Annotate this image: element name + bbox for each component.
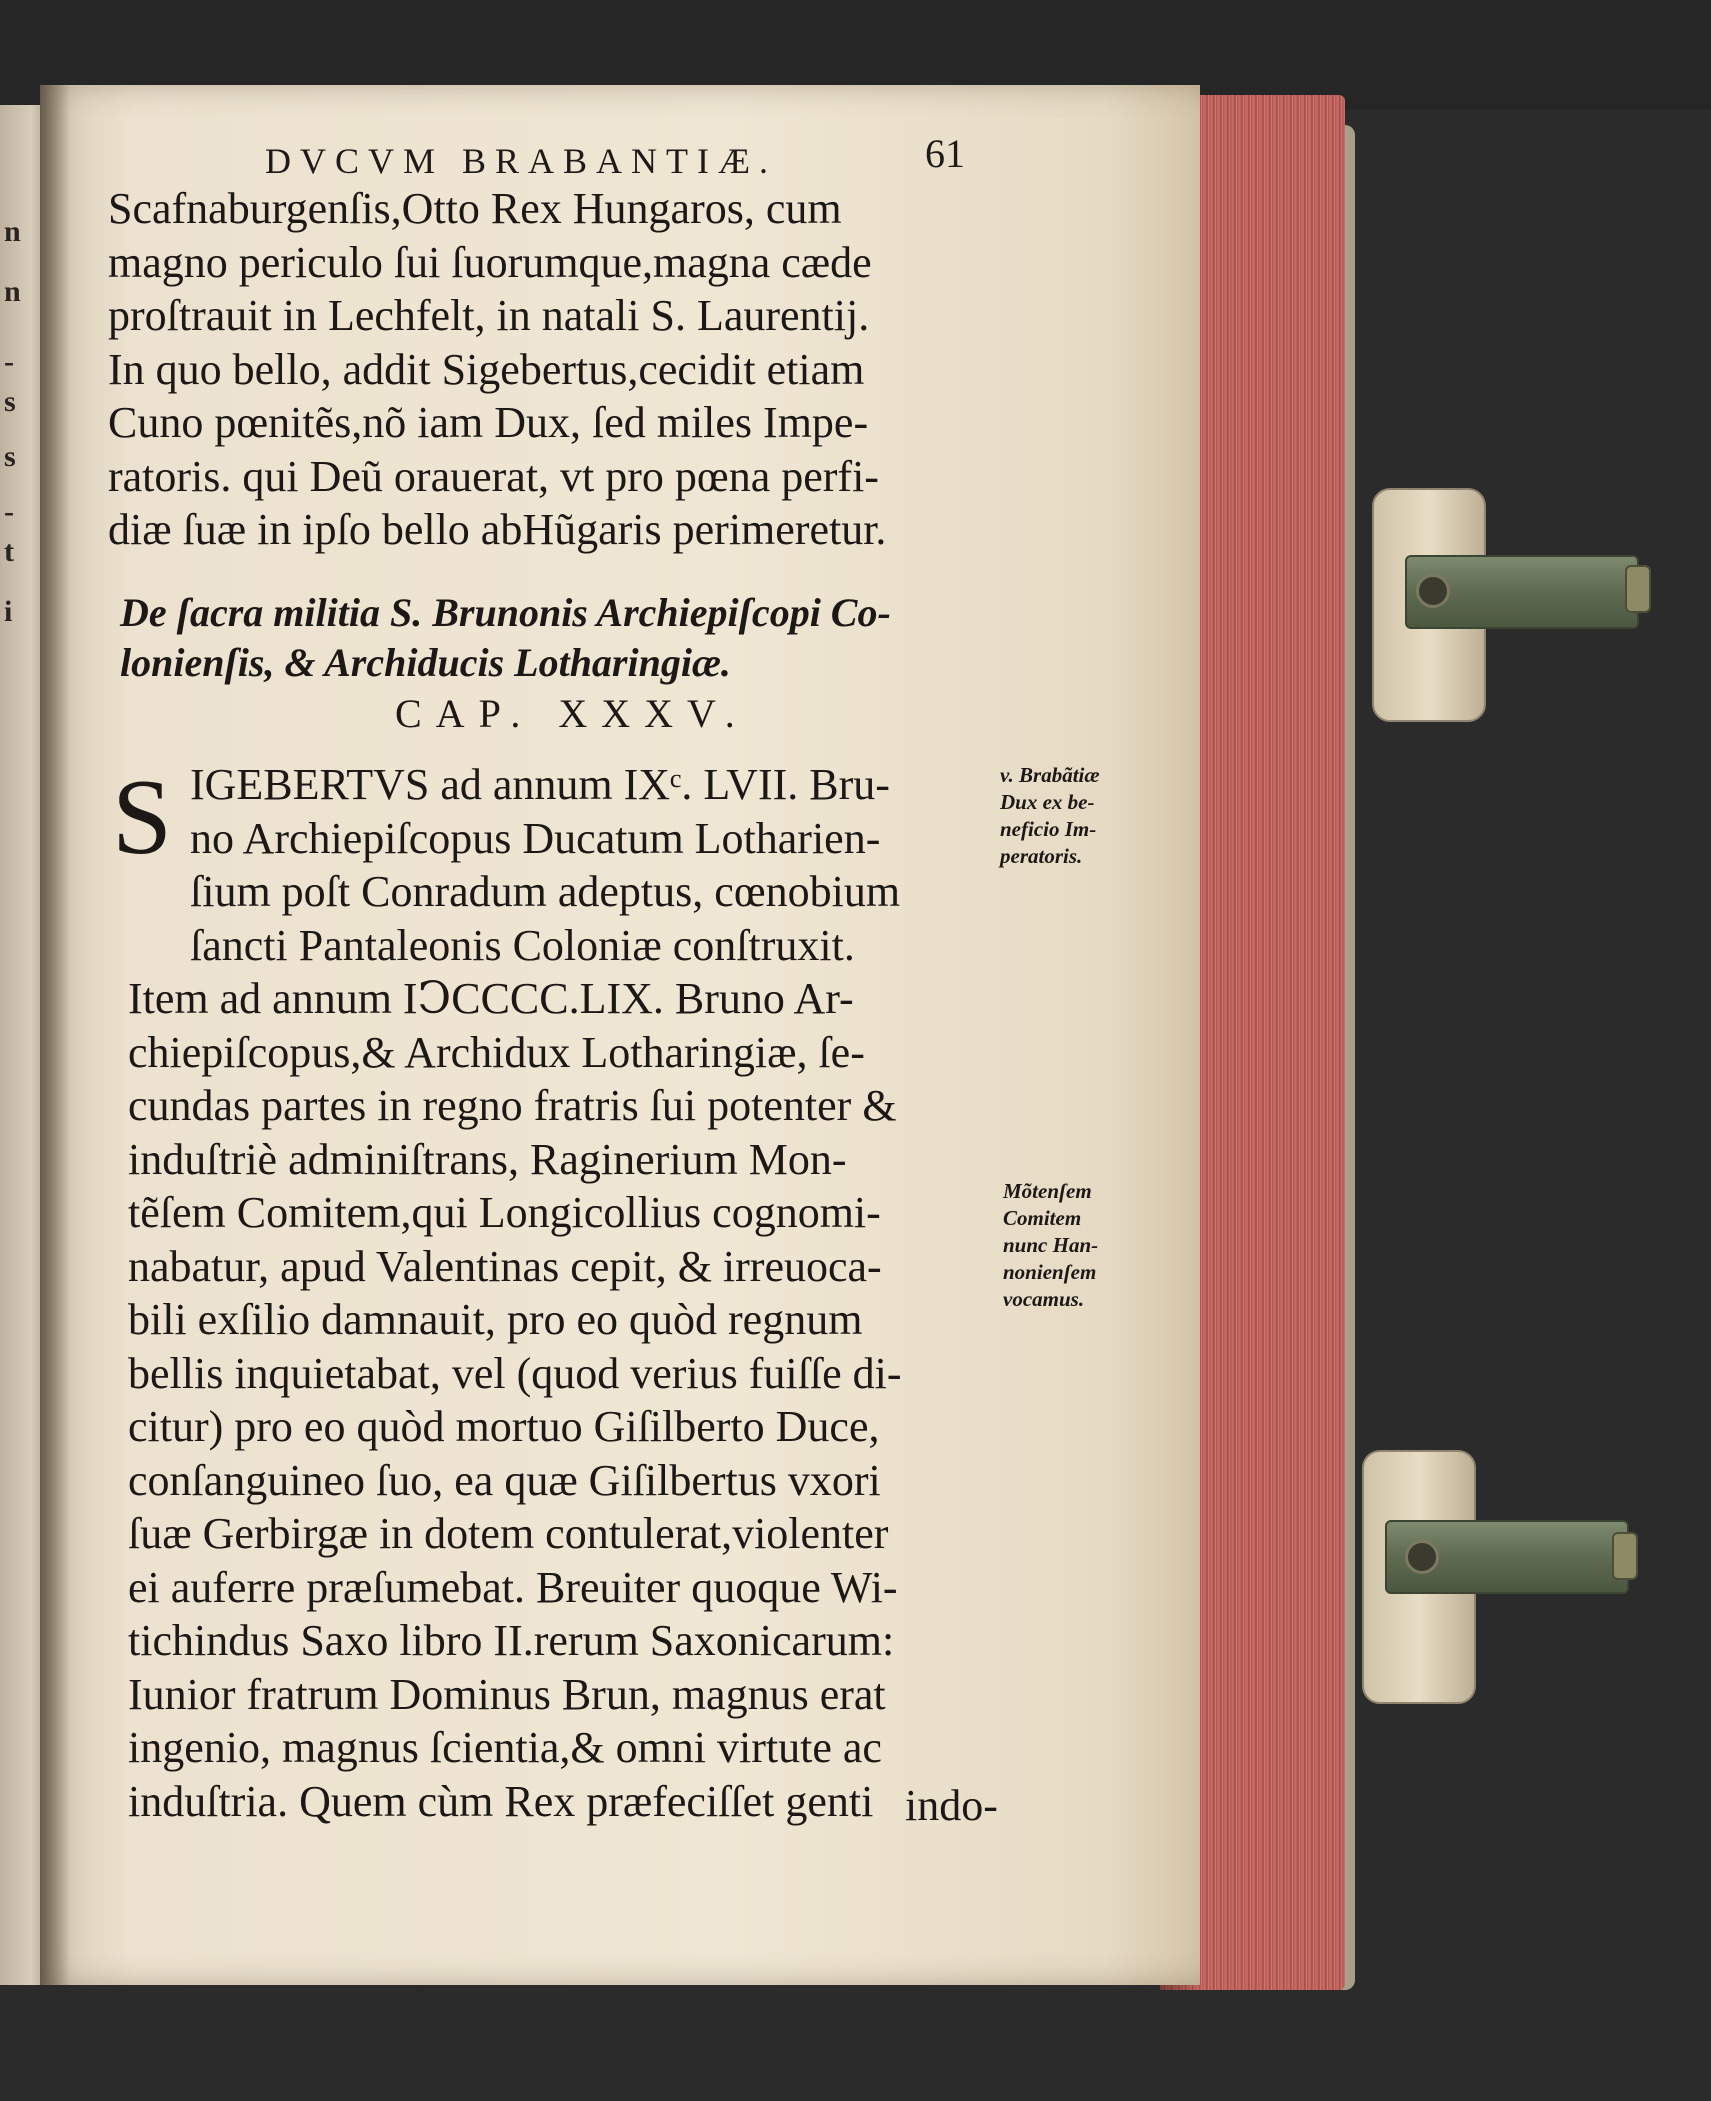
margin-note-line: Mõtenſem (1003, 1179, 1092, 1203)
margin-note-line: v. Brabãtiæ (1000, 763, 1100, 787)
text-line: Iunior fratrum Dominus Brun, magnus erat (128, 1669, 886, 1719)
facing-page-fragment: n (4, 275, 21, 308)
text-line: Item ad annum IↃCCCC.LIX. Bruno Ar- (128, 974, 854, 1023)
facing-page-fragment: i (4, 595, 13, 628)
text-line: chiepiſcopus,& Archidux Lotharingiæ, ſe- (128, 1027, 865, 1077)
text-line: ſuæ Gerbirgæ in dotem contulerat,violenter (128, 1509, 889, 1558)
page-number: 61 (925, 131, 965, 176)
text-line: magno periculo ſui ſuorumque,magna cæde (108, 237, 872, 287)
text-line: no Archiepiſcopus Ducatum Lotharien- (190, 813, 881, 863)
text-line: tẽſem Comitem,qui Longicollius cognomi- (128, 1188, 881, 1237)
text-line: bili exſilio damnauit, pro eo quòd regnum (128, 1295, 863, 1344)
text-line: citur) pro eo quòd mortuo Giſilberto Duce, (128, 1402, 880, 1451)
margin-note-line: nonienſem (1003, 1260, 1097, 1284)
text-line: Cuno pœnitẽs,nõ iam Dux, ſed miles Impe- (108, 398, 869, 447)
paragraph-2 (190, 758, 1010, 972)
text-line: diæ ſuæ in ipſo bello abHũgaris perimeretur. (108, 505, 887, 554)
margin-note-line: Comitem (1003, 1206, 1082, 1230)
paragraph-3 (128, 972, 1028, 1828)
section-title (120, 588, 1000, 688)
facing-page-fragment: - (4, 495, 14, 528)
text-line: ratoris. qui Deũ orauerat, vt pro pœna perfi- (108, 451, 879, 501)
text-line: In quo bello, addit Sigebertus,cecidit etiam (108, 344, 865, 394)
text-line: ei auferre præſumebat. Breuiter quoque Wi- (128, 1562, 898, 1612)
facing-page-fragment: s (4, 385, 16, 418)
text-line: induſtriè adminiſtrans, Raginerium Mon- (128, 1134, 847, 1184)
facing-page-fragment: n (4, 215, 21, 248)
margin-note-line: vocamus. (1003, 1287, 1085, 1311)
margin-note-2 (1003, 1178, 1163, 1313)
lower-clasp-hook (1612, 1532, 1638, 1580)
text-line: tichindus Saxo libro II.rerum Saxonicarum: (128, 1616, 895, 1665)
page-gutter (40, 85, 70, 1985)
margin-note-line: Dux ex be- (1000, 790, 1095, 814)
section-title-line: lonienſis, & Archiducis Lotharingiæ. (120, 640, 731, 685)
facing-page-fragment: s (4, 440, 16, 473)
text-line: ſium poſt Conradum adeptus, cœnobium (190, 867, 901, 916)
paragraph-1 (108, 182, 1008, 557)
margin-note-line: nunc Han- (1003, 1233, 1099, 1257)
lower-clasp-rivet (1405, 1540, 1439, 1574)
text-line: ingenio, magnus ſcientia,& omni virtute ac (128, 1723, 882, 1772)
facing-page-fragment: - (4, 345, 14, 378)
text-line: ſancti Pantaleonis Coloniæ conſtruxit. (190, 920, 855, 970)
margin-note-line: peratoris. (1000, 844, 1083, 868)
upper-clasp-rivet (1416, 574, 1450, 608)
text-line: Scafnaburgenſis,Otto Rex Hungaros, cum (108, 184, 842, 233)
text-line: induſtria. Quem cùm Rex præfeciſſet genti (128, 1776, 874, 1826)
margin-note-1 (1000, 762, 1160, 870)
catchword: indo- (905, 1781, 998, 1830)
upper-clasp-hook (1625, 565, 1651, 613)
margin-note-line: neficio Im- (1000, 817, 1097, 841)
text-line: proſtrauit in Lechfelt, in natali S. Laurentij. (108, 291, 870, 340)
text-line: conſanguineo ſuo, ea quæ Giſilbertus vxori (128, 1455, 881, 1505)
section-title-line: De ſacra militia S. Brunonis Archiepiſcopi Co- (120, 590, 891, 635)
text-line: nabatur, apud Valentinas cepit, & irreuoca- (128, 1241, 882, 1291)
running-header: DVCVM BRABANTIÆ. (265, 141, 778, 181)
facing-page-fragment: t (4, 535, 14, 568)
chapter-heading: CAP. XXXV. (395, 691, 749, 736)
text-line: cundas partes in regno fratris ſui potenter & (128, 1081, 897, 1130)
text-line: IGEBERTVS ad annum IXᶜ. LVII. Bru- (190, 760, 890, 809)
text-line: bellis inquietabat, vel (quod verius fuiſſe di- (128, 1348, 902, 1398)
drop-capital: S (112, 758, 173, 877)
